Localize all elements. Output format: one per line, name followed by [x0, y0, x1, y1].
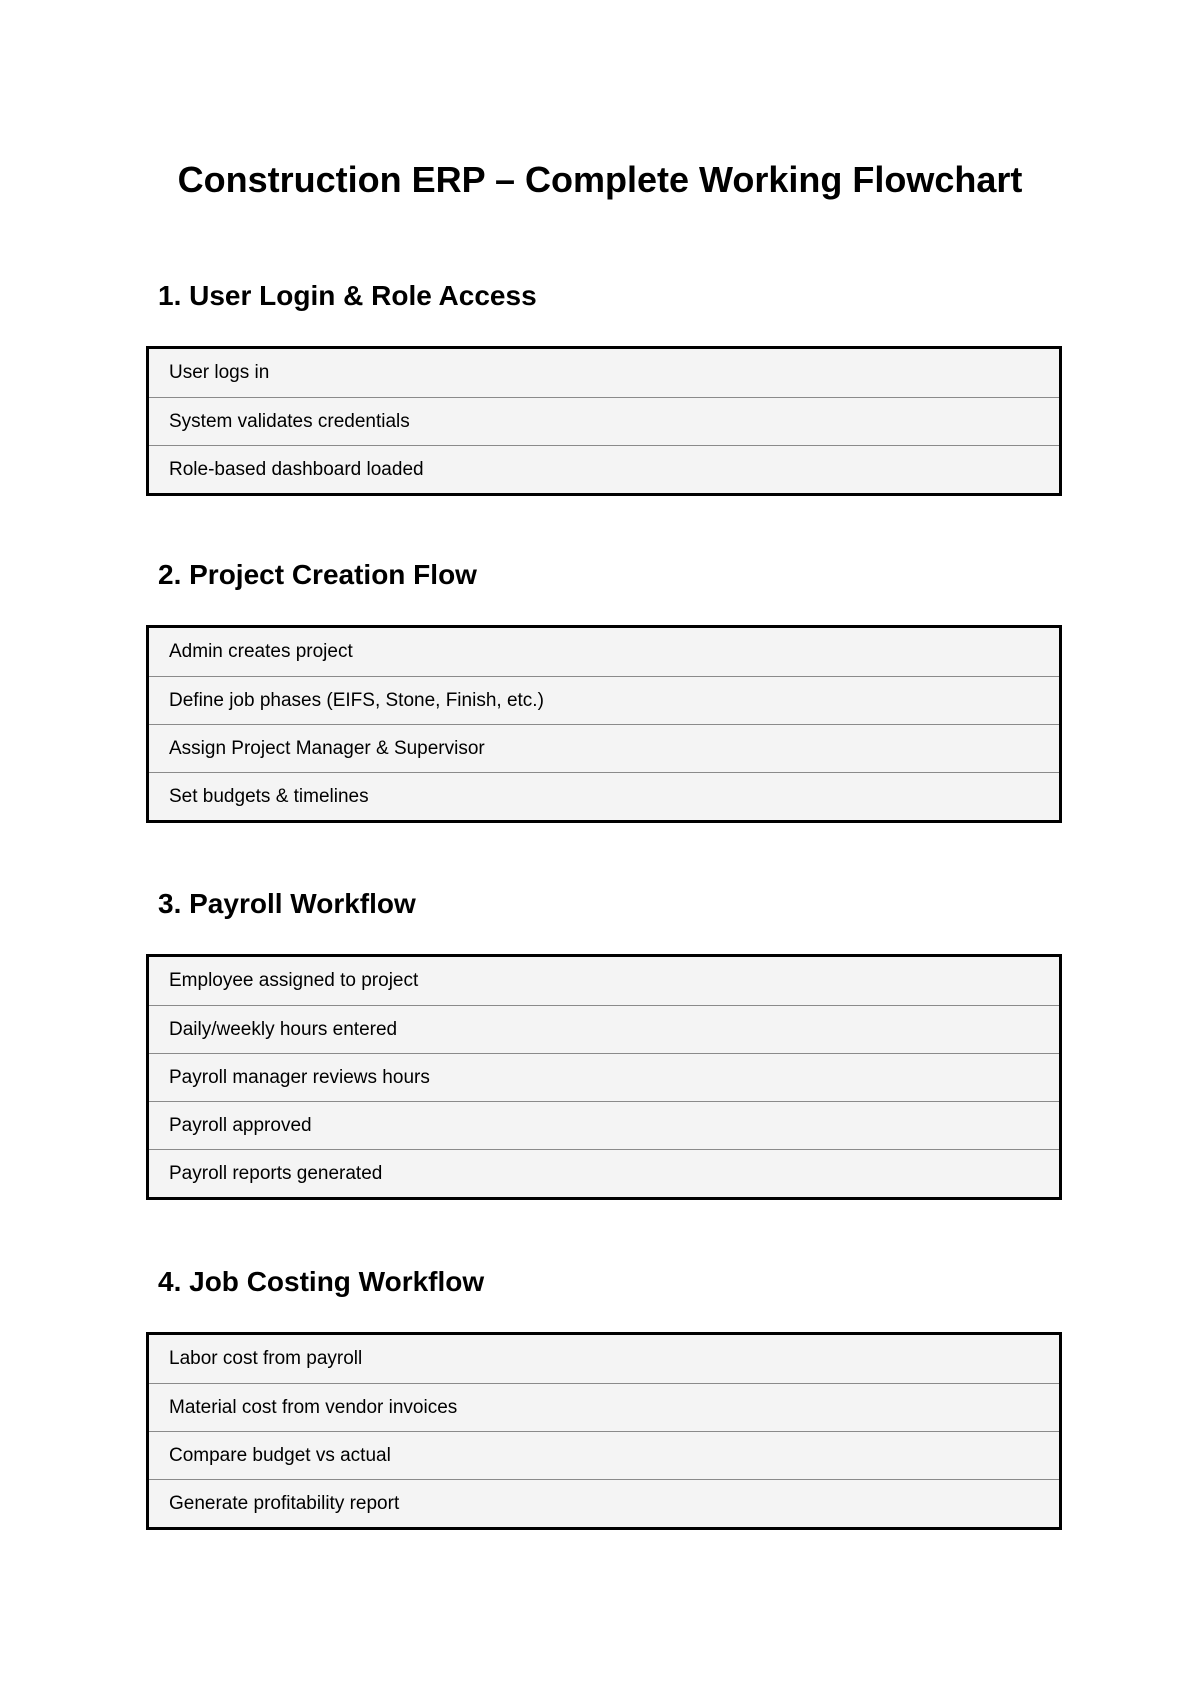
- step-table: [146, 346, 1062, 496]
- step-row: Payroll reports generated: [149, 1149, 1059, 1197]
- step-row: Assign Project Manager & Supervisor: [149, 724, 1059, 772]
- step-row: Admin creates project: [169, 641, 353, 662]
- section-job-costing: [146, 1264, 1062, 1530]
- section-heading: 4. Job Costing Workflow: [158, 1266, 485, 1297]
- step-row: Set budgets & timelines: [149, 772, 1059, 820]
- section-payroll-workflow: [146, 886, 1062, 1200]
- step-row: Daily/weekly hours entered: [149, 1005, 1059, 1053]
- section-heading: 3. Payroll Workflow: [158, 888, 416, 919]
- step-row: User logs in: [169, 362, 270, 383]
- step-row: Payroll approved: [149, 1101, 1059, 1149]
- step-row: Define job phases (EIFS, Stone, Finish, etc.): [149, 676, 1059, 724]
- step-row: System validates credentials: [149, 397, 1059, 445]
- step-table: [146, 1332, 1062, 1530]
- section-heading: 2. Project Creation Flow: [158, 559, 477, 590]
- step-row: Material cost from vendor invoices: [149, 1383, 1059, 1431]
- page-title: Construction ERP – Complete Working Flowchart: [177, 159, 1023, 200]
- step-row: Generate profitability report: [149, 1479, 1059, 1527]
- step-row: Payroll manager reviews hours: [149, 1053, 1059, 1101]
- section-project-creation: [146, 557, 1062, 823]
- section-user-login: [146, 278, 1062, 496]
- step-table: [146, 625, 1062, 823]
- step-row: Compare budget vs actual: [149, 1431, 1059, 1479]
- step-row: Labor cost from payroll: [169, 1348, 363, 1369]
- step-row: Employee assigned to project: [169, 970, 419, 991]
- step-table: [146, 954, 1062, 1200]
- section-heading: 1. User Login & Role Access: [158, 280, 537, 311]
- step-row: Role-based dashboard loaded: [149, 445, 1059, 493]
